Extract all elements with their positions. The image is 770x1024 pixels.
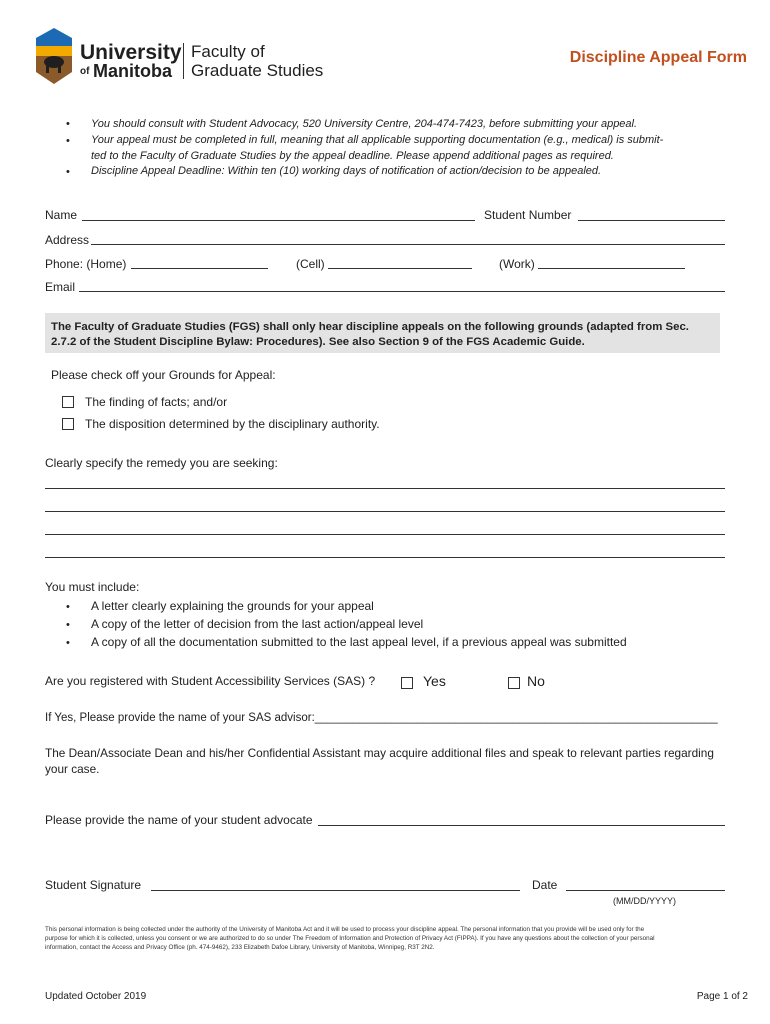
page-number: Page 1 of 2 [696, 991, 748, 1002]
faculty-line1: Faculty of [191, 42, 265, 61]
include-bullet-1: • [66, 601, 70, 613]
grounds-facts-label: The finding of facts; and/or [85, 395, 228, 409]
grounds-prompt: Please check off your Grounds for Appeal: [51, 368, 276, 382]
include-item-3: A copy of all the documentation submitted to the last appeal level, if a previous appeal was submitted [91, 635, 627, 649]
dean-note-line-2: your case. [45, 762, 100, 776]
grounds-disposition-label: The disposition determined by the disciplinary authority. [85, 417, 380, 431]
remedy-line-4[interactable] [45, 557, 725, 558]
phone-home-label: Phone: (Home) [45, 257, 127, 271]
logo-manitoba: Manitoba [93, 61, 172, 81]
intro-line-2: Your appeal must be completed in full, meaning that all applicable supporting documentation (e.g., medical) is submit- [91, 134, 664, 146]
work-label: (Work) [499, 257, 535, 271]
faculty-line2: Graduate Studies [191, 61, 324, 80]
name-label: Name [45, 208, 78, 222]
privacy-line-2: purpose for which it is collected, unless you consent or we are authorized to do so under The Freedom of Information and Protection of Privacy Act (FIPPA). If you have any questions about the collection of your personal [45, 935, 655, 942]
grounds-notice-line-1: The Faculty of Graduate Studies (FGS) shall only hear discipline appeals on the following grounds (adapted from Sec. [51, 321, 689, 333]
include-item-2: A copy of the letter of decision from the last action/appeal level [91, 617, 424, 631]
logo-divider [183, 43, 184, 79]
cell-label: (Cell) [296, 257, 325, 271]
include-item-1: A letter clearly explaining the grounds for your appeal [91, 599, 374, 613]
address-label: Address [45, 233, 90, 247]
sas-advisor-field[interactable]: If Yes, Please provide the name of your SAS advisor:_______________________________________________________________ [45, 712, 718, 724]
remedy-line-1[interactable] [45, 488, 725, 489]
intro-line-1: You should consult with Student Advocacy, 520 University Centre, 204-474-7423, before submitting your appeal. [91, 118, 638, 130]
date-label: Date [532, 878, 558, 892]
advocate-field[interactable] [318, 825, 725, 826]
email-field[interactable] [79, 291, 725, 292]
signature-label: Student Signature [45, 878, 142, 892]
bullet-2: • [66, 135, 70, 147]
date-field[interactable] [566, 890, 725, 891]
sas-no-label: No [527, 673, 545, 689]
include-bullet-2: • [66, 619, 70, 631]
phone-home-field[interactable] [131, 268, 268, 269]
university-logo [34, 26, 74, 88]
date-format: (MM/DD/YYYY) [613, 896, 676, 906]
advocate-label: Please provide the name of your student advocate [45, 813, 313, 827]
bison-shield-icon [34, 26, 74, 88]
email-label: Email [45, 280, 76, 294]
sas-no-checkbox[interactable] [508, 677, 520, 689]
bullet-1: • [66, 118, 70, 130]
remedy-line-3[interactable] [45, 534, 725, 535]
include-label: You must include: [45, 580, 140, 594]
work-field[interactable] [538, 268, 685, 269]
dean-note-line-1: The Dean/Associate Dean and his/her Confidential Assistant may acquire additional files and speak to relevant parties regarding [45, 746, 714, 760]
bullet-3: • [66, 166, 70, 178]
remedy-line-2[interactable] [45, 511, 725, 512]
student-number-label: Student Number [484, 208, 572, 222]
sas-yes-checkbox[interactable] [401, 677, 413, 689]
privacy-line-1: This personal information is being collected under the authority of the University of Manitoba Act and it will be used to process your discipline appeal. The personal information that you provide will be used only for the [45, 926, 645, 933]
form-title: Discipline Appeal Form [569, 49, 747, 66]
logo-university: University [80, 41, 182, 64]
intro-line-3: ted to the Faculty of Graduate Studies by the appeal deadline. Please append additional pages as required. [91, 150, 614, 162]
sas-question: Are you registered with Student Accessibility Services (SAS) ? [45, 674, 376, 688]
sas-yes-label: Yes [423, 673, 446, 689]
student-number-field[interactable] [578, 220, 725, 221]
include-bullet-3: • [66, 637, 70, 649]
updated-date: Updated October 2019 [45, 991, 147, 1002]
grounds-facts-checkbox[interactable] [62, 396, 74, 408]
grounds-disposition-checkbox[interactable] [62, 418, 74, 430]
address-field[interactable] [91, 244, 725, 245]
cell-field[interactable] [328, 268, 472, 269]
logo-of: of [80, 66, 90, 77]
signature-field[interactable] [151, 890, 520, 891]
intro-line-4: Discipline Appeal Deadline: Within ten (10) working days of notification of action/decision to be appealed. [91, 165, 602, 177]
name-field[interactable] [82, 220, 475, 221]
remedy-label: Clearly specify the remedy you are seeking: [45, 456, 278, 470]
privacy-line-3: information, contact the Access and Privacy Office (ph. 474-9462), 233 Elizabeth Dafoe Library, University of Manitoba, Winnipeg, R3T 2N2. [45, 944, 435, 951]
grounds-notice-line-2: 2.7.2 of the Student Discipline Bylaw: Procedures). See also Section 9 of the FGS Academic Guide. [51, 336, 585, 348]
